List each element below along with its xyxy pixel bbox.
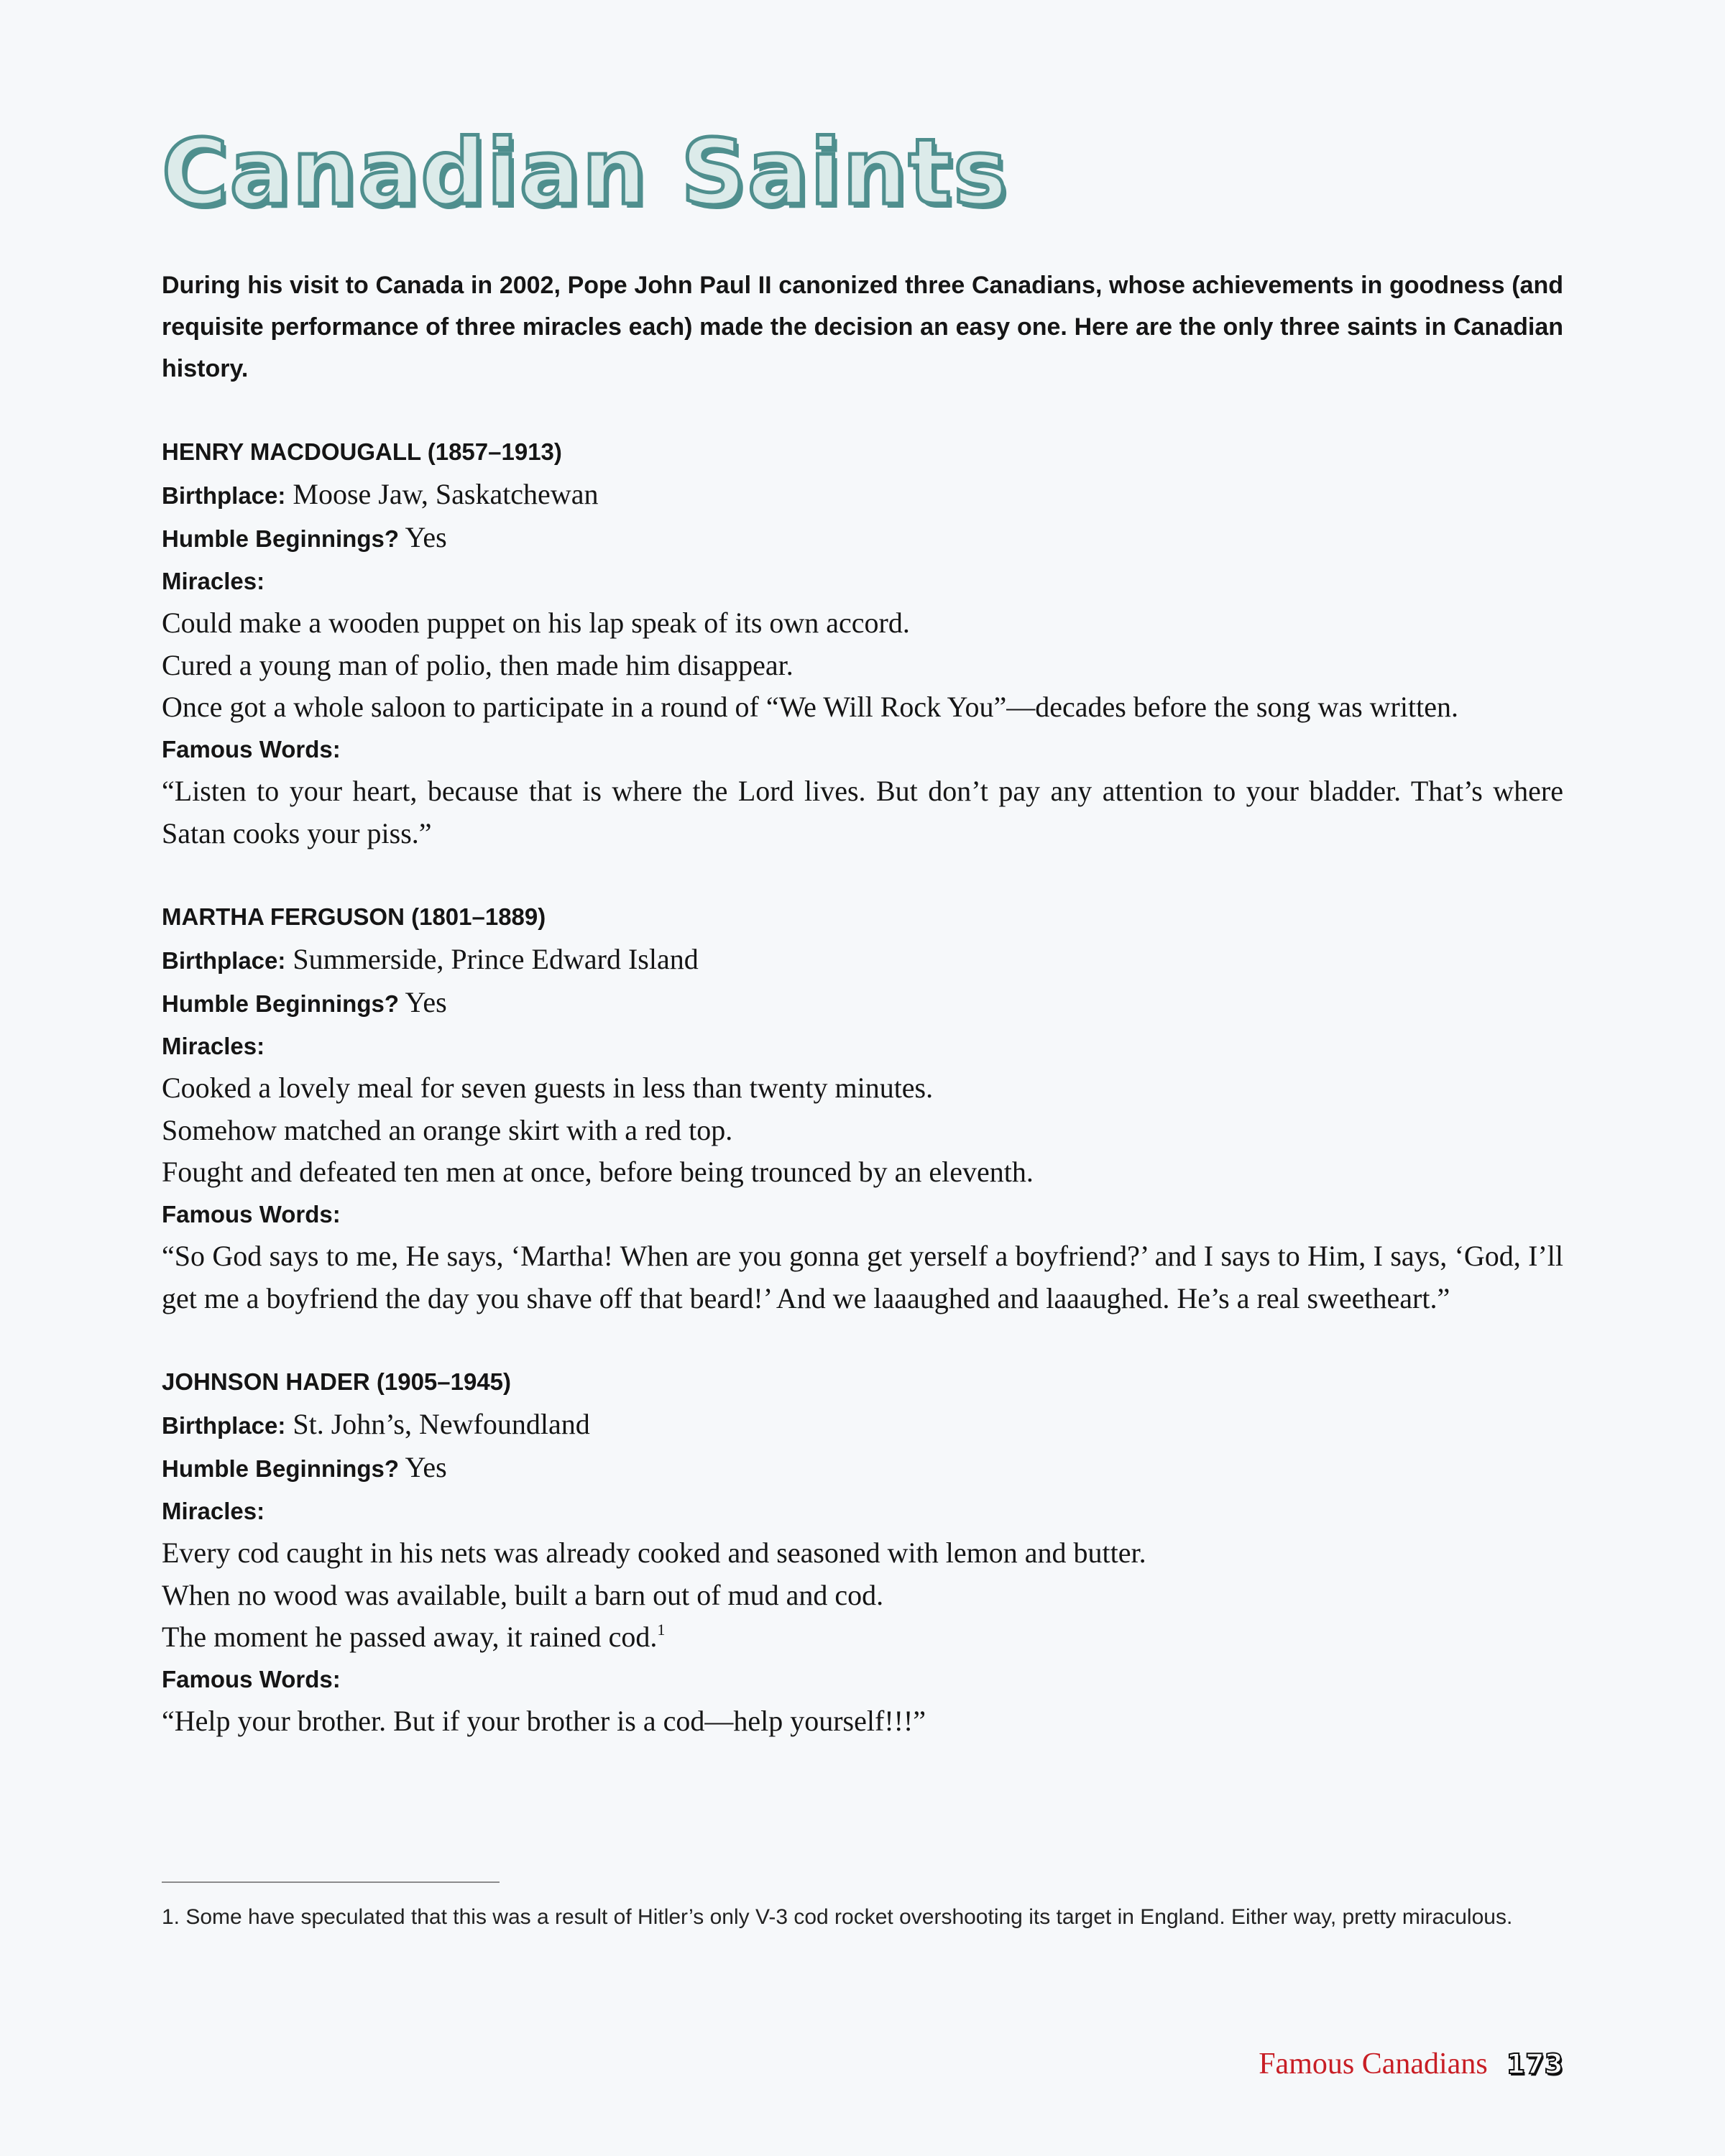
humble-value: Yes (405, 521, 447, 553)
intro-paragraph: During his visit to Canada in 2002, Pope John Paul II canonized three Canadians, whose achievements in goodness (and requisite performance of three miracles each) made the decision an easy one. Here are the only three saints in Canadian history. (162, 272, 1563, 382)
birthplace-line (162, 1404, 1563, 1447)
humble-line (162, 1447, 1563, 1491)
birthplace-line (162, 939, 1563, 982)
famous-words-label: Famous Words: (162, 1665, 341, 1692)
famous-words-quote: “Help your brother. But if your brother is a cod—help yourself!!!” (162, 1705, 926, 1737)
miracle-item: Fought and defeated ten men at once, before being trounced by an eleventh. (162, 1156, 1034, 1188)
footnote-reference[interactable]: 1 (657, 1621, 666, 1639)
miracle-item (162, 1616, 1563, 1659)
saint-entry-macdougall (162, 431, 1563, 854)
humble-line (162, 982, 1563, 1026)
miracle-item: Once got a whole saloon to participate in a round of “We Will Rock You”—decades before the song was written. (162, 691, 1458, 723)
humble-line (162, 517, 1563, 561)
page-number: 173 (1506, 2048, 1563, 2080)
birthplace-value: Moose Jaw, Saskatchewan (293, 477, 599, 510)
page-title: Canadian Saints (162, 119, 1009, 225)
birthplace-label: Birthplace: (162, 1411, 286, 1439)
miracle-item: Could make a wooden puppet on his lap speak of its own accord. (162, 607, 910, 639)
footer-section-title: Famous Canadians (1259, 2047, 1488, 2081)
birthplace-value: St. John’s, Newfoundland (293, 1407, 590, 1440)
footnote-divider (162, 1881, 500, 1883)
miracles-label: Miracles: (162, 567, 265, 594)
saint-entry-ferguson (162, 896, 1563, 1319)
miracles-label: Miracles: (162, 1497, 265, 1524)
saint-heading: JOHNSON HADER (1905–1945) (162, 1368, 512, 1395)
saints-list (162, 431, 1563, 1784)
famous-words-label: Famous Words: (162, 735, 341, 763)
miracles-label: Miracles: (162, 1032, 265, 1059)
humble-label: Humble Beginnings? (162, 525, 399, 552)
footnote-text: 1. Some have speculated that this was a result of Hitler’s only V-3 cod rocket overshooting its target in England. Either way, pretty miraculous. (162, 1905, 1513, 1929)
miracle-item: Cooked a lovely meal for seven guests in less than twenty minutes. (162, 1072, 934, 1104)
birthplace-value: Summerside, Prince Edward Island (293, 942, 699, 975)
birthplace-label: Birthplace: (162, 482, 286, 509)
birthplace-label: Birthplace: (162, 946, 286, 974)
saint-heading: MARTHA FERGUSON (1801–1889) (162, 903, 546, 930)
humble-value: Yes (405, 986, 447, 1018)
page-footer (1259, 2047, 1563, 2081)
famous-words-quote: “So God says to me, He says, ‘Martha! When are you gonna get yerself a boyfriend?’ and I says to Him, I says, ‘God, I’ll get me a boyfriend the day you shave off that beard!’ And we laaaughed and laaaughed. He’s a real sweetheart.” (162, 1240, 1563, 1314)
humble-label: Humble Beginnings? (162, 990, 399, 1017)
humble-label: Humble Beginnings? (162, 1455, 399, 1482)
famous-words-label: Famous Words: (162, 1200, 341, 1227)
miracle-item: Cured a young man of polio, then made him disappear. (162, 648, 794, 681)
saint-heading: HENRY MACDOUGALL (1857–1913) (162, 438, 562, 465)
miracle-item: When no wood was available, built a barn out of mud and cod. (162, 1578, 884, 1611)
miracle-text: The moment he passed away, it rained cod. (162, 1621, 658, 1653)
birthplace-line (162, 474, 1563, 517)
saint-entry-hader (162, 1361, 1563, 1743)
miracle-item: Somehow matched an orange skirt with a red top. (162, 1113, 733, 1146)
humble-value: Yes (405, 1451, 447, 1483)
miracle-item: Every cod caught in his nets was already cooked and seasoned with lemon and butter. (162, 1537, 1146, 1569)
famous-words-quote: “Listen to your heart, because that is where the Lord lives. But don’t pay any attention to your bladder. That’s where Satan cooks your piss.” (162, 775, 1563, 849)
